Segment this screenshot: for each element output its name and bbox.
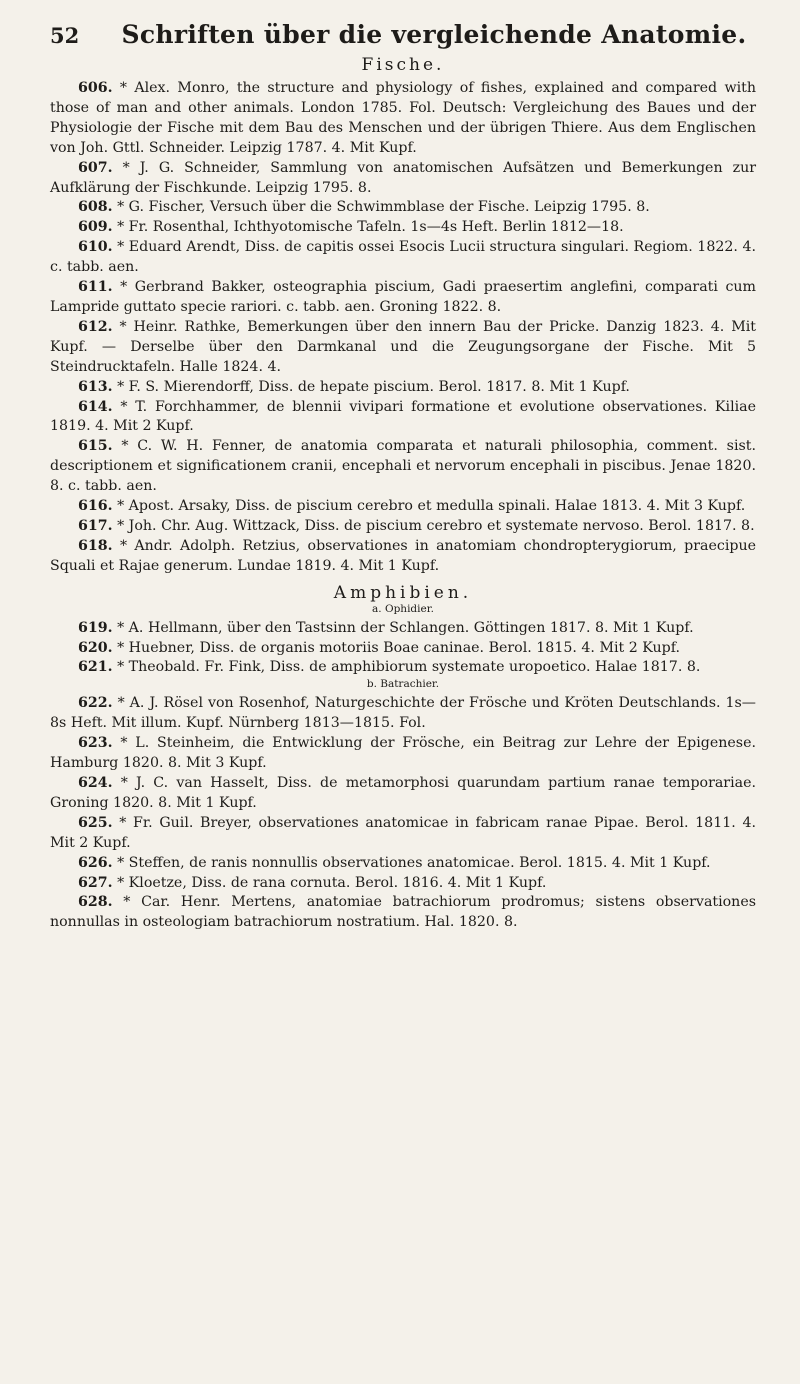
section-heading-amphibien: Amphibien.	[333, 582, 473, 603]
entry-number: 623.	[78, 735, 113, 752]
entry-number: 619.	[78, 619, 113, 636]
entry-text: * T. Forchhammer, de blennii vivipari formatione et evolutione observationes. Kiliae 1819. 4. Mit 2 Kupf.	[50, 398, 757, 435]
entry-number: 618.	[78, 537, 113, 554]
bibliography-entry	[50, 79, 756, 159]
entry-text: * Fr. Rosenthal, Ichthyotomische Tafeln. 1s—4s Heft. Berlin 1812—18.	[117, 219, 624, 236]
bibliography-entry	[50, 893, 756, 933]
section-heading-fische: Fische.	[361, 55, 445, 75]
bibliography-entry	[50, 159, 756, 199]
entry-text: * Steffen, de ranis nonnullis observationes anatomicae. Berol. 1815. 4. Mit 1 Kupf.	[117, 854, 711, 871]
entry-number: 622.	[78, 695, 113, 712]
bibliography-entry	[50, 814, 756, 854]
bibliography-entry	[50, 437, 756, 497]
bibliography-entry	[50, 218, 756, 238]
entry-number: 614.	[78, 398, 113, 415]
entry-text: * J. C. van Hasselt, Diss. de metamorphosi quarundam partium ranae temporariae. Groning 1820. 8. Mit 1 Kupf.	[50, 775, 756, 811]
bibliography-entry	[50, 874, 756, 894]
entry-text: * Car. Henr. Mertens, anatomiae batrachiorum prodromus; sistens observationes nonnullas in osteologiam batrachiorum nostratium. Hal. 1820. 8.	[50, 894, 756, 931]
entry-text: * Kloetze, Diss. de rana cornuta. Berol. 1816. 4. Mit 1 Kupf.	[117, 874, 547, 891]
bibliography-entry	[50, 198, 756, 218]
page-number: 52	[50, 23, 80, 48]
entry-number: 610.	[78, 239, 113, 256]
entry-number: 615.	[78, 438, 113, 455]
entry-text: * Gerbrand Bakker, osteographia piscium, Gadi praesertim anglefini, comparati cum Lampride guttato specie rariori. c. tabb. aen. Groning 1822. 8.	[50, 279, 756, 315]
entry-text: * Alex. Monro, the structure and physiology of fishes, explained and compared with those of man and other animals. London 1785. Fol. Deutsch: Vergleichung des Baues und der Physiologie der Fische mit dem Bau des Menschen und der übrigen Thiere. Aus dem Englischen von Joh. Gttl. Schneider. Leipzig 1787. 4. Mit Kupf.	[50, 80, 756, 156]
entry-text: * Joh. Chr. Aug. Wittzack, Diss. de piscium cerebro et systemate nervoso. Berol. 1817. 8.	[117, 517, 755, 534]
entry-number: 606.	[78, 80, 113, 96]
entries-batrachier	[50, 694, 756, 933]
bibliography-entry	[50, 497, 756, 517]
bibliography-entry	[50, 537, 756, 577]
bibliography-entry	[50, 238, 756, 278]
bibliography-entry	[50, 854, 756, 874]
running-title: Schriften über die vergleichende Anatomie.	[121, 20, 747, 49]
bibliography-entry	[50, 619, 756, 639]
entry-number: 613.	[78, 378, 113, 395]
entry-text: * L. Steinheim, die Entwicklung der Frösche, ein Beitrag zur Lehre der Epigenese. Hamburg 1820. 8. Mit 3 Kupf.	[50, 735, 756, 772]
bibliography-entry	[50, 378, 756, 398]
entry-number: 628.	[78, 894, 113, 911]
entries-fische	[50, 79, 756, 577]
bibliography-entry	[50, 734, 756, 774]
entry-number: 607.	[78, 159, 113, 176]
bibliography-entry	[50, 398, 756, 438]
entry-text: * C. W. H. Fenner, de anatomia comparata et naturali philosophia, comment. sist. descriptionem et significationem cranii, encephali et nervorum encephali in piscibus. Jenae 1820. 8. c. tabb. aen.	[50, 438, 756, 495]
subsection-heading-ophidier: a. Ophidier.	[372, 602, 434, 615]
entry-text: * A. Hellmann, über den Tastsinn der Schlangen. Göttingen 1817. 8. Mit 1 Kupf.	[117, 619, 694, 636]
entry-number: 616.	[78, 498, 113, 515]
entry-number: 608.	[78, 199, 113, 216]
entry-text: * Huebner, Diss. de organis motoriis Boae caninae. Berol. 1815. 4. Mit 2 Kupf.	[117, 639, 681, 656]
entry-number: 609.	[78, 219, 113, 236]
entry-text: * Fr. Guil. Breyer, observationes anatomicae in fabricam ranae Pipae. Berol. 1811. 4. Mit 2 Kupf.	[50, 814, 756, 851]
bibliography-entry	[50, 639, 756, 659]
bibliography-entry	[50, 774, 756, 814]
entry-number: 611.	[78, 279, 113, 296]
entry-text: * G. Fischer, Versuch über die Schwimmblase der Fische. Leipzig 1795. 8.	[117, 199, 650, 216]
entry-number: 627.	[78, 874, 113, 891]
entry-number: 621.	[78, 659, 113, 676]
entry-number: 625.	[78, 814, 113, 831]
entries-ophidier	[50, 619, 756, 679]
bibliography-entry	[50, 278, 756, 318]
bibliography-entry	[50, 318, 756, 378]
entry-number: 620.	[78, 639, 113, 656]
entry-text: * Theobald. Fr. Fink, Diss. de amphibiorum systemate uropoetico. Halae 1817. 8.	[117, 659, 701, 676]
bibliography-entry	[50, 517, 756, 537]
entry-number: 612.	[78, 318, 113, 335]
entry-number: 624.	[78, 775, 113, 791]
entry-number: 617.	[78, 517, 113, 534]
entry-text: * A. J. Rösel von Rosenhof, Naturgeschichte der Frösche und Kröten Deutschlands. 1s—8s Heft. Mit illum. Kupf. Nürnberg 1813—1815. Fol.	[50, 695, 756, 732]
entry-text: * J. G. Schneider, Sammlung von anatomischen Aufsätzen und Bemerkungen zur Aufklärung der Fischkunde. Leipzig 1795. 8.	[50, 159, 757, 196]
subsection-heading-batrachier: b. Batrachier.	[366, 678, 440, 691]
bibliography-entry	[50, 694, 756, 734]
entry-text: * Andr. Adolph. Retzius, observationes in anatomiam chondropterygiorum, praecipue Squali et Rajae generum. Lundae 1819. 4. Mit 1 Kupf.	[50, 537, 756, 574]
entry-number: 626.	[78, 854, 113, 871]
entry-text: * F. S. Mierendorff, Diss. de hepate piscium. Berol. 1817. 8. Mit 1 Kupf.	[117, 378, 630, 395]
entry-text: * Eduard Arendt, Diss. de capitis ossei Esocis Lucii structura singulari. Regiom. 1822. 4. c. tabb. aen.	[50, 239, 756, 276]
bibliography-entry	[50, 658, 756, 678]
entry-text: * Apost. Arsaky, Diss. de piscium cerebro et medulla spinali. Halae 1813. 4. Mit 3 Kupf.	[117, 498, 746, 515]
running-head	[50, 20, 756, 49]
entry-text: * Heinr. Rathke, Bemerkungen über den innern Bau der Pricke. Danzig 1823. 4. Mit Kupf. — Derselbe über den Darmkanal und die Zeugungsorgane der Fische. Mit 5 Steindrucktafeln. Halle 1824. 4.	[50, 318, 756, 375]
